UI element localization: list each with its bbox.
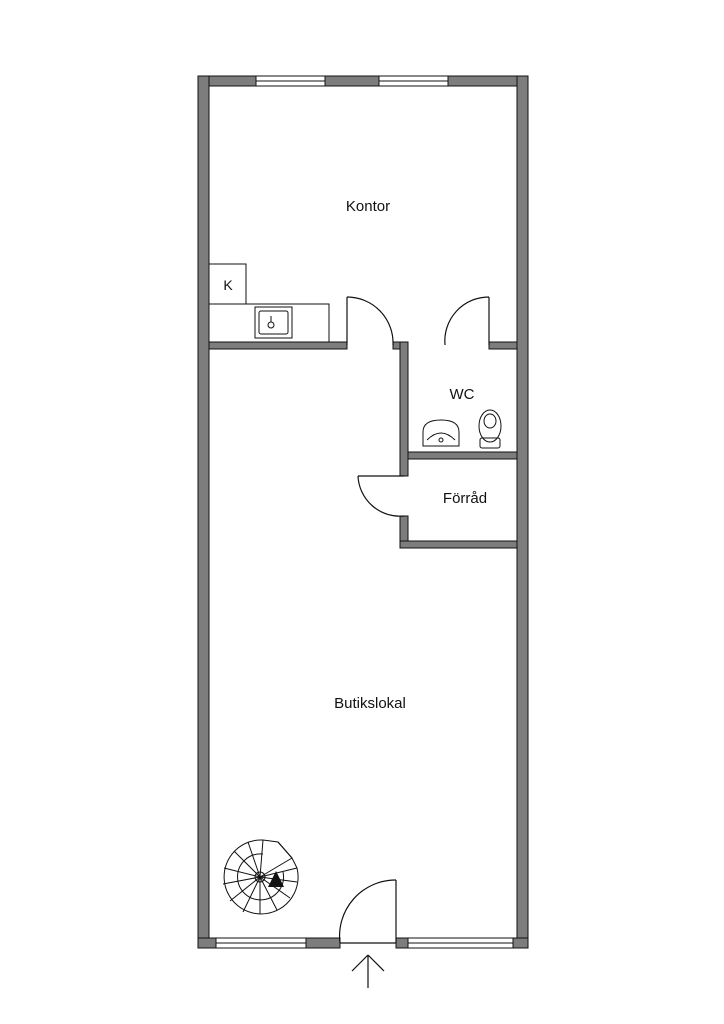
kitchen <box>209 264 329 342</box>
kitchen-label: K <box>223 277 233 293</box>
washbasin-icon <box>423 420 459 446</box>
room-label-forrad: Förråd <box>442 490 488 507</box>
room-label-butikslokal: Butikslokal <box>334 695 406 712</box>
door-kontor-left <box>347 297 393 345</box>
window-top-right <box>379 76 448 86</box>
window-top-left <box>256 76 325 86</box>
room-label-kontor: Kontor <box>345 198 391 215</box>
door-forrad <box>358 476 404 516</box>
sink-icon <box>255 307 292 338</box>
door-entrance <box>340 880 396 943</box>
window-bottom-right <box>408 938 513 948</box>
spiral-stair-icon <box>223 840 298 914</box>
window-bottom-left <box>216 938 306 948</box>
door-wc <box>445 297 489 345</box>
toilet-icon <box>479 410 501 448</box>
interior-walls <box>209 342 517 548</box>
wc-fixtures <box>423 410 501 448</box>
entrance-arrow-icon <box>352 955 384 988</box>
room-label-wc: WC <box>449 386 475 403</box>
